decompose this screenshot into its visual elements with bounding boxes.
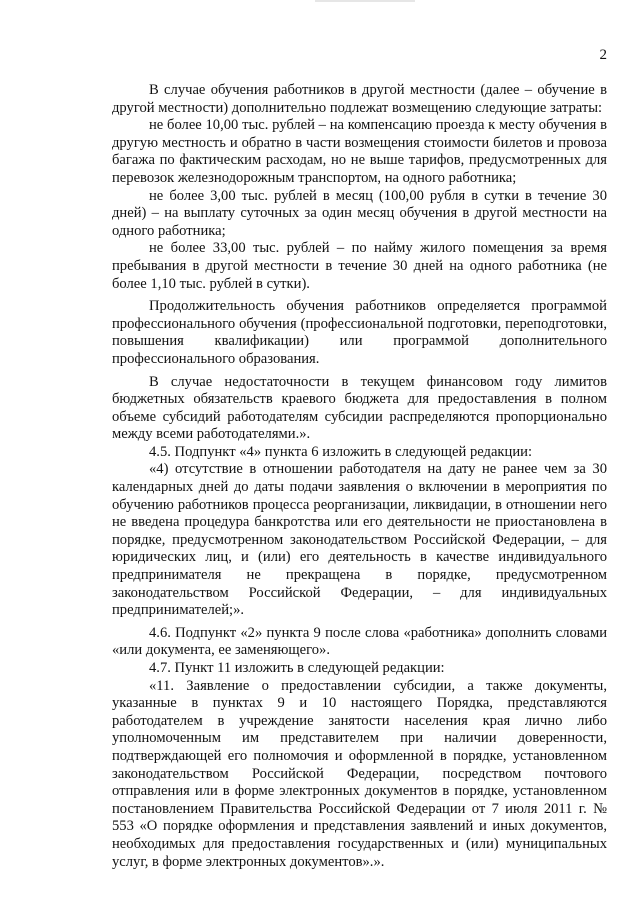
paragraph-item-11: «11. Заявление о предоставлении субсидии, а также документы, указанные в пунктах 9 и 10 настоящего Порядка, представляются работодателем в учреждение занятости населения края лично либо уполномоченным им представителем при наличии доверенности, подтверждающей его полномочия и оформленной в порядке, установленном законодательством Российской Федерации, посредством почтового отправления или в форме электронных документов в порядке, установленном постановлением Правительства Российской Федерации от 7 июля 2011 г. № 553 «О порядке оформления и представления заявлений и иных документов, необходимых для предоставления государственных и (или) муниципальных услуг, в форме электронных документов».». (112, 677, 607, 870)
paragraph-budget-shortage: В случае недостаточности в текущем финансовом году лимитов бюджетных обязательств краевого бюджета для предоставления в полном объеме субсидий работодателям субсидии распределяются пропорционально между всеми работодателями.». (112, 373, 607, 443)
document-body (112, 82, 607, 871)
page-number: 2 (599, 47, 607, 63)
paragraph-daily-allowance: не более 3,00 тыс. рублей в месяц (100,00 рубля в сутки в течение 30 дней) – на выплату суточных за один месяц обучения в другой местности на одного работника; (112, 187, 607, 239)
paragraph-4-7: 4.7. Пункт 11 изложить в следующей редакции: (149, 660, 445, 676)
paragraph-travel-fare: не более 10,00 тыс. рублей – на компенсацию проезда к месту обучения в другую местность и обратно в части возмещения стоимости билетов и провоза багажа по фактическим расходам, но не выше тарифов, предусмотренных для перевозок железнодорожным транспортом, на одного работника; (112, 117, 607, 186)
paragraph-subitem-4: «4) отсутствие в отношении работодателя на дату не ранее чем за 30 календарных дней до даты подачи заявления о включении в мероприятия по обучению работников процесса реорганизации, ликвидации, в отношении него не введена процедура банкротства или его деятельности не приостановлена в порядке, предусмотренном законодательством Российской Федерации, – для юридических лиц, и (или) его деятельность в качестве индивидуального предпринимателя не прекращена в порядке, предусмотренном законодательством Российской Федерации, – для индивидуальных предпринимателей;». (112, 461, 607, 619)
paragraph-4-6: 4.6. Подпункт «2» пункта 9 после слова «работника» дополнить словами «или документа, ее заменяющего». (112, 624, 607, 659)
scan-artifact (315, 0, 415, 2)
paragraph-housing: не более 33,00 тыс. рублей – по найму жилого помещения за время пребывания в другой местности в течение 30 дней на одного работника (не более 1,10 тыс. рублей в сутки). (112, 240, 607, 292)
paragraph-travel-costs-intro: В случае обучения работников в другой местности (далее – обучение в другой местности) дополнительно подлежат возмещению следующие затраты: (112, 82, 607, 116)
paragraph-training-duration: Продолжительность обучения работников определяется программой профессионального обучения (профессиональной подготовки, переподготовки, повышения квалификации) или программой дополнительного профессионального образования. (112, 298, 607, 367)
paragraph-4-5: 4.5. Подпункт «4» пункта 6 изложить в следующей редакции: (149, 443, 533, 460)
